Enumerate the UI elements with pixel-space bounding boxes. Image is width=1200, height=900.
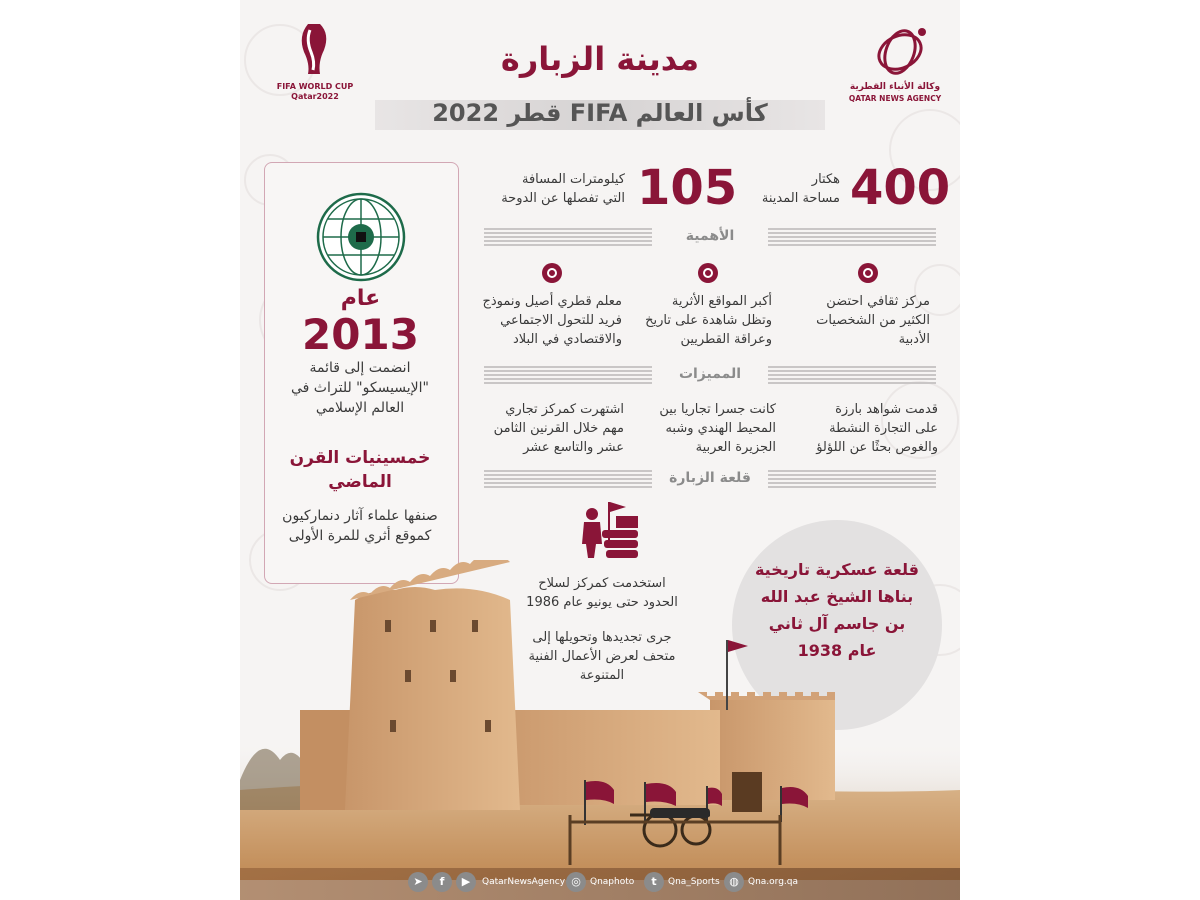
globe-icon[interactable]: ◍ [724, 872, 744, 892]
border-guard-icon [574, 500, 644, 562]
youtube-icon[interactable]: ▶ [456, 872, 476, 892]
fort-heading: قلعة الزبارة [669, 470, 751, 486]
website-link[interactable]: Qna.org.qa [748, 877, 799, 887]
unesco-text: انضمت إلى قائمة "الإيسيسكو" للتراث في العالم الإسلامي [291, 360, 429, 416]
year-label: عام [340, 286, 381, 311]
qna-logo-icon [868, 20, 938, 80]
divider-right [768, 470, 936, 488]
qna-logo-text: وكالة الأنباء القطرية QATAR NEWS AGENCY [848, 82, 942, 103]
instagram-handle[interactable]: Qnaphoto [590, 877, 635, 887]
importance-bullet-icon [542, 263, 562, 283]
features-item-3: اشتهرت كمركز تجاري مهم خلال القرنين الثامن عشر والتاسع عشر [493, 402, 624, 455]
fort-callout-text: قلعة عسكرية تاريخية بناها الشيخ عبد الله بن جاسم آل ثاني عام 1938 [754, 560, 920, 660]
twitter-handle[interactable]: Qna_Sports [668, 877, 720, 887]
features-item-2: كانت جسرا تجاريا بين المحيط الهندي وشبه الجزيرة العربية [659, 402, 776, 455]
fort-fact-1: استخدمت كمركز لسلاح الحدود حتى يونيو عام 1986 [526, 576, 678, 610]
divider-left [484, 470, 652, 488]
page-title: مدينة الزبارة [500, 40, 700, 78]
fort-fact-2: جرى تجديدها وتحويلها إلى متحف لعرض الأعمال الفنية المتنوعة [528, 630, 676, 683]
stat-distance-text [470, 170, 625, 208]
telegram-icon[interactable]: ➤ [408, 872, 428, 892]
stat-area-label: مساحة المدينة [761, 191, 840, 206]
importance-bullet-icon [858, 263, 878, 283]
world-cup-emblem [280, 18, 350, 80]
divider-left [484, 228, 652, 246]
importance-item-3: معلم قطري أصيل ونموذج فريد للتحول الاجتماعي والاقتصادي في البلاد [482, 294, 622, 347]
world-cup-text: FIFA WORLD CUP Qatar2022 [276, 82, 354, 101]
stat-area-unit: هكتار [811, 172, 840, 187]
stat-distance-number: 105 [637, 160, 738, 216]
stat-area-number: 400 [850, 160, 951, 216]
importance-bullet-icon [698, 263, 718, 283]
importance-item-1: مركز ثقافي احتضن الكثير من الشخصيات الأدبية [816, 294, 930, 347]
features-heading: المميزات [678, 366, 742, 382]
fifties-title: خمسينيات القرن الماضي [289, 448, 431, 492]
page-subtitle: كأس العالم FIFA قطر 2022 [432, 99, 768, 127]
importance-item-2: أكبر المواقع الأثرية وتظل شاهدة على تاريخ وعراقة القطريين [645, 294, 772, 347]
stat-area-text [730, 170, 840, 208]
stat-distance-unit: كيلومترات المسافة [521, 172, 625, 187]
importance-heading: الأهمية [685, 228, 735, 244]
year-value: 2013 [302, 310, 419, 359]
infographic-poster [240, 0, 960, 900]
facebook-icon[interactable]: f [432, 872, 452, 892]
instagram-icon[interactable]: ◎ [566, 872, 586, 892]
social-handle[interactable]: QatarNewsAgency [482, 877, 566, 887]
stat-distance-label: التي تفصلها عن الدوحة [501, 191, 625, 206]
fort-illustration [240, 560, 960, 880]
divider-right [768, 228, 936, 246]
divider-left [484, 366, 652, 384]
icesco-globe-icon [316, 192, 406, 282]
features-item-1: قدمت شواهد بارزة على التجارة النشطة والغوص بحثًا عن اللؤلؤ [816, 402, 938, 455]
divider-right [768, 366, 936, 384]
fifties-text: صنفها علماء آثار دنماركيون كموقع أثري للمرة الأولى [282, 508, 438, 544]
twitter-icon[interactable]: t [644, 872, 664, 892]
